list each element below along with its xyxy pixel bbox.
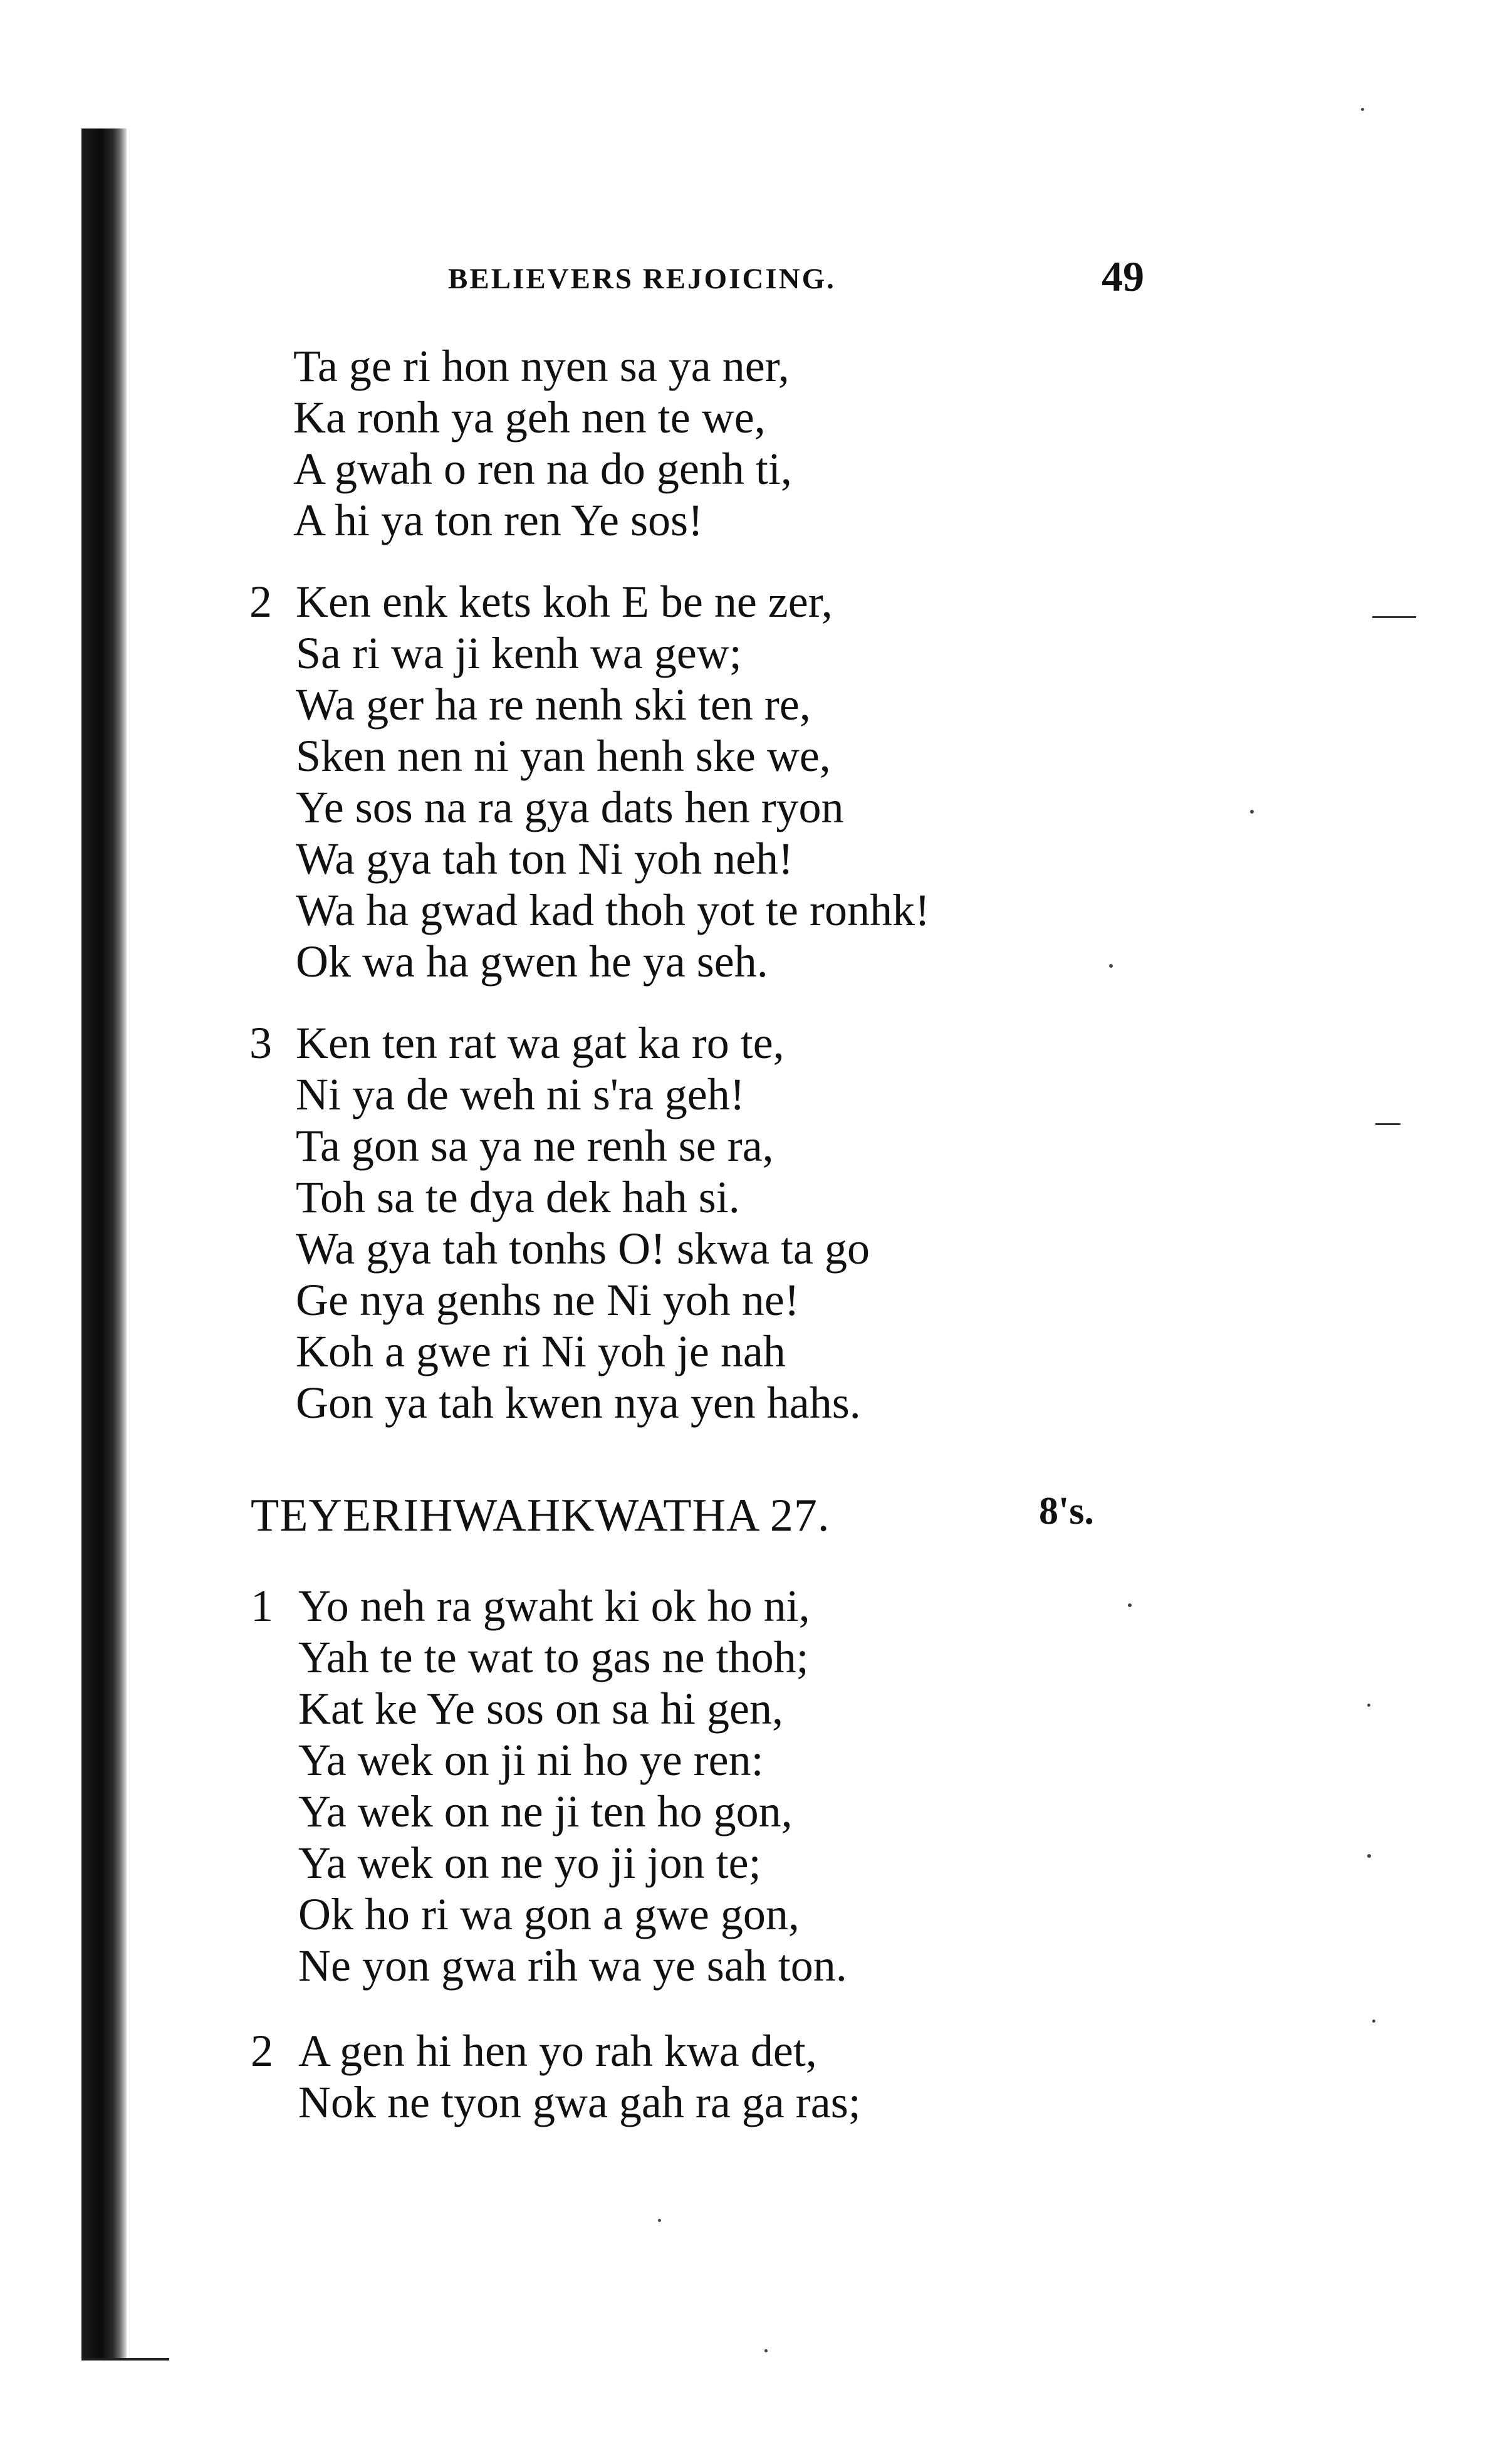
stanza-top-line-4: A hi ya ton ren Ye sos! [293,495,704,545]
scan-speck [1361,108,1364,111]
hymn-stanza-1-line-4: Ya wek on ji ni ho ye ren: [298,1735,764,1785]
stanza-3-line-2: Ni ya de weh ni s'ra geh! [296,1069,745,1119]
hymn-stanza-1-line-6: Ya wek on ne yo ji jon te; [298,1838,761,1888]
margin-mark [1375,1123,1400,1125]
stanza-3-line-4: Toh sa te dya dek hah si. [296,1172,740,1222]
stanza-2-line-2: Sa ri wa ji kenh wa gew; [296,628,742,678]
hymn-stanza-1-line-1: Yo neh ra gwaht ki ok ho ni, [298,1581,810,1631]
binding-edge [81,128,127,2360]
stanza-3-line-1: Ken ten rat wa gat ka ro te, [296,1018,785,1068]
stanza-2-number: 2 [249,577,272,627]
stanza-top-line-2: Ka ronh ya geh nen te we, [293,392,766,443]
scan-speck [1367,1704,1370,1707]
hymn-title: TEYERIHWAHKWATHA 27. [251,1490,830,1541]
margin-mark [1372,616,1416,618]
stanza-3-line-8: Gon ya tah kwen nya yen hahs. [296,1378,861,1428]
stanza-3-number: 3 [249,1018,272,1068]
stanza-2-line-4: Sken nen ni yan henh ske we, [296,731,831,781]
stanza-3-line-6: Ge nya genhs ne Ni yoh ne! [296,1275,800,1325]
stanza-2-line-8: Ok wa ha gwen he ya seh. [296,936,768,987]
binding-edge-foot [81,2358,169,2361]
hymn-stanza-1-number: 1 [251,1581,273,1631]
stanza-top-line-1: Ta ge ri hon nyen sa ya ner, [293,341,790,391]
page-number: 49 [1102,253,1144,300]
scan-speck [1367,1854,1371,1858]
hymn-meter: 8's. [1039,1490,1094,1533]
scan-speck [1128,1603,1132,1607]
hymn-stanza-1-line-5: Ya wek on ne ji ten ho gon, [298,1786,793,1837]
stanza-3-line-7: Koh a gwe ri Ni yoh je nah [296,1326,786,1376]
stanza-2-line-1: Ken enk kets koh E be ne zer, [296,577,833,627]
stanza-2-line-5: Ye sos na ra gya dats hen ryon [296,782,844,832]
hymn-stanza-1-line-8: Ne yon gwa rih wa ye sah ton. [298,1941,847,1991]
running-head: BELIEVERS REJOICING. [448,263,836,295]
stanza-2-line-6: Wa gya tah ton Ni yoh neh! [296,834,794,884]
stanza-2-line-3: Wa ger ha re nenh ski ten re, [296,679,811,730]
hymn-stanza-2-line-1: A gen hi hen yo rah kwa det, [298,2026,817,2076]
stanza-top-line-3: A gwah o ren na do genh ti, [293,444,792,494]
hymn-stanza-1-line-2: Yah te te wat to gas ne thoh; [298,1632,809,1682]
scan-speck [1372,2020,1375,2023]
scan-speck [764,2349,768,2352]
scan-speck [658,2219,661,2222]
stanza-3-line-5: Wa gya tah tonhs O! skwa ta go [296,1224,870,1274]
hymn-stanza-2-number: 2 [251,2026,273,2076]
scan-speck [1250,810,1254,814]
hymn-stanza-1-line-3: Kat ke Ye sos on sa hi gen, [298,1684,783,1734]
stanza-3-line-3: Ta gon sa ya ne renh se ra, [296,1121,774,1171]
scan-speck [1109,964,1113,968]
hymn-stanza-1-line-7: Ok ho ri wa gon a gwe gon, [298,1889,800,1939]
stanza-2-line-7: Wa ha gwad kad thoh yot te ronhk! [296,885,930,935]
hymn-stanza-2-line-2: Nok ne tyon gwa gah ra ga ras; [298,2077,861,2127]
